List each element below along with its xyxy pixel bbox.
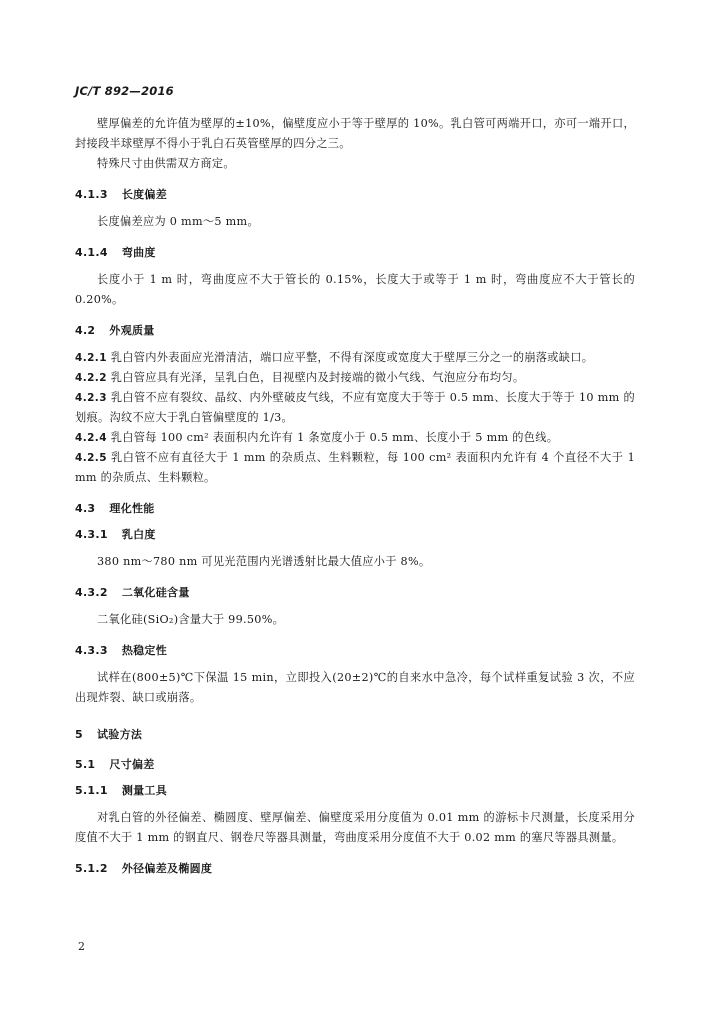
clause-4-2-4 [75,428,635,448]
page-number: 2 [78,940,85,953]
section-number: 4.3 [75,502,96,515]
section-title: 外径偏差及椭圆度 [121,862,213,875]
clause-text: 乳白管每 100 cm² 表面积内允许有 1 条宽度小于 0.5 mm、长度小于 5 mm 的色线。 [110,431,559,444]
paragraph-sio2-content: 二氧化硅(SiO₂)含量大于 99.50%。 [97,613,285,626]
document-body [75,114,635,878]
section-number: 4.3.3 [75,644,108,657]
paragraph-thermal-stability: 试样在(800±5)℃下保温 15 min，立即投入(20±2)℃的自来水中急冷，每个试样重复试验 3 次，不应出现炸裂、缺口或崩落。 [75,671,635,704]
section-heading-4-2 [75,322,635,340]
standard-code-header: JC/T 892—2016 [75,84,174,98]
clause-text: 乳白管不应有直径大于 1 mm 的杂质点、生料颗粒，每 100 cm² 表面积内允许有 4 个直径不大于 1 mm 的杂质点、生料颗粒。 [75,451,635,484]
clause-text: 乳白管不应有裂纹、晶纹、内外壁破皮气线，不应有宽度大于等于 0.5 mm、长度大于等于 10 mm 的划痕。沟纹不应大于乳白管偏壁度的 1/3。 [75,391,635,424]
section-title: 长度偏差 [121,188,168,201]
section-title: 弯曲度 [121,246,156,259]
section-heading-4-3 [75,500,635,518]
paragraph-special-size: 特殊尺寸由供需双方商定。 [97,157,235,170]
section-number: 4.1.4 [75,246,108,259]
clause-text: 乳白管内外表面应光滑清洁，端口应平整，不得有深度或宽度大于壁厚三分之一的崩落或缺口。 [110,351,594,364]
clause-4-2-3 [75,388,635,428]
clause-4-2-2 [75,368,635,388]
section-heading-5-1-1 [75,782,635,800]
section-heading-4-3-2 [75,584,635,602]
section-title: 试验方法 [96,728,143,741]
clause-text: 乳白管应具有光泽，呈乳白色，目视壁内及封接端的微小气线、气泡应分布均匀。 [110,371,525,384]
paragraph-whiteness: 380 nm～780 nm 可见光范围内光谱透射比最大值应小于 8%。 [97,555,431,568]
paragraph-bending: 长度小于 1 m 时，弯曲度应不大于管长的 0.15%，长度大于或等于 1 m 时，弯曲度应不大于管长的 0.20%。 [75,273,635,306]
section-title: 尺寸偏差 [109,758,155,771]
section-heading-5-1 [75,756,635,774]
paragraph-length-deviation: 长度偏差应为 0 mm～5 mm。 [97,215,259,228]
section-number: 4.3.1 [75,528,108,541]
paragraph-measuring-tools: 对乳白管的外径偏差、椭圆度、壁厚偏差、偏壁度采用分度值为 0.01 mm 的游标卡尺测量，长度采用分度值不大于 1 mm 的钢直尺、钢卷尺等器具测量，弯曲度采用分度值不大于 0.02 mm 的塞尺等器具测量。 [75,811,635,844]
section-heading-5-1-2 [75,860,635,878]
clause-number: 4.2.5 [75,452,107,464]
clause-4-2-1 [75,348,635,368]
section-heading-5 [75,726,635,744]
clause-number: 4.2.1 [75,352,107,364]
clause-4-2-5 [75,448,635,488]
clause-number: 4.2.2 [75,372,107,384]
section-number: 4.2 [75,324,96,337]
section-heading-4-1-4 [75,244,635,262]
section-heading-4-3-1 [75,526,635,544]
section-number: 4.3.2 [75,586,108,599]
section-title: 外观质量 [109,324,155,337]
section-title: 二氧化硅含量 [121,586,190,599]
clause-number: 4.2.4 [75,432,107,444]
paragraph-wall-thickness: 壁厚偏差的允许值为壁厚的±10%，偏壁度应小于等于壁厚的 10%。乳白管可两端开口，亦可一端开口，封接段半球壁厚不得小于乳白石英管壁厚的四分之三。 [75,117,635,150]
section-number: 5 [75,728,83,741]
section-number: 5.1 [75,758,96,771]
section-heading-4-1-3 [75,186,635,204]
section-title: 测量工具 [121,784,168,797]
section-title: 热稳定性 [121,644,168,657]
section-number: 5.1.1 [75,784,108,797]
clause-number: 4.2.3 [75,392,107,404]
section-heading-4-3-3 [75,642,635,660]
section-title: 理化性能 [109,502,155,515]
section-number: 4.1.3 [75,188,108,201]
section-title: 乳白度 [121,528,156,541]
section-number: 5.1.2 [75,862,108,875]
